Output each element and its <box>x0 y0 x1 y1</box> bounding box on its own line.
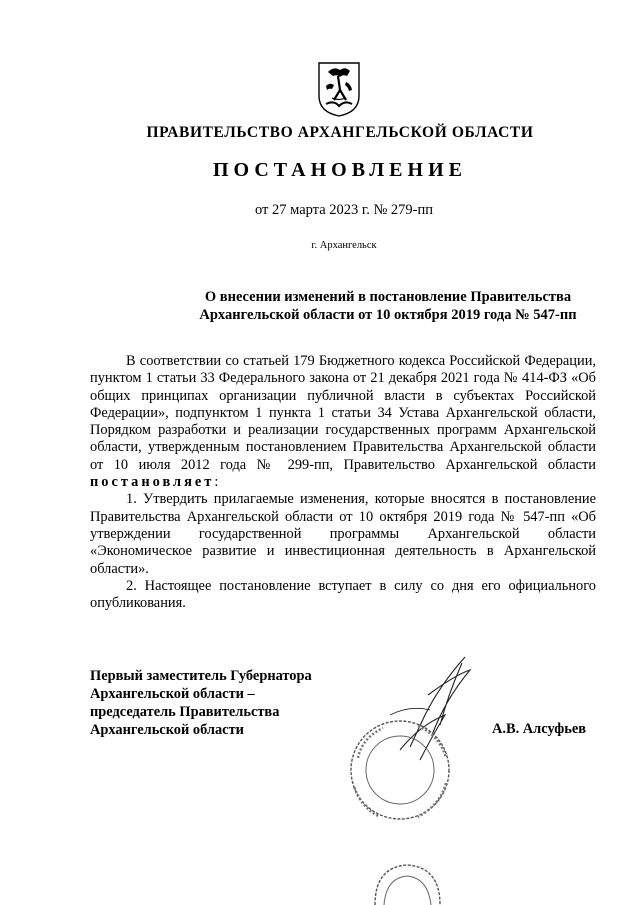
government-name: ПРАВИТЕЛЬСТВО АРХАНГЕЛЬСКОЙ ОБЛАСТИ <box>146 124 534 141</box>
stamp-impression-bottom <box>370 862 445 905</box>
subject-line: О внесении изменений в постановление Правительства <box>204 289 572 305</box>
signer-title <box>90 667 312 739</box>
preamble-paragraph <box>90 353 596 491</box>
preamble-text: В соответствии со статьей 179 Бюджетного кодекса Российской Федерации, пунктом 1 статьи 33 Федерального закона от 21 декабря 2021 года № 414-ФЗ «Об общих принципах организации публичной власти в субъектах Российской Федерации», подпунктом 1 пункта 1 статьи 34 Устава Архангельской области, Порядком разработки и реализации государственных программ Архангельской области, утвержденным постановлением Правительства Архангельской области от 10 июля 2012 года № 299-пп, Правительство Архангельской области <box>90 353 596 473</box>
signer-title-line: Архангельской области <box>90 722 244 738</box>
document-date-number: от 27 марта 2023 г. № 279-пп <box>254 202 434 218</box>
resolves-word: постановляет <box>90 474 215 491</box>
document-city: г. Архангельск <box>311 240 377 251</box>
signer-title-line: Архангельской области – <box>90 686 255 702</box>
resolves-colon: : <box>214 474 219 491</box>
signer-title-line: Первый заместитель Губернатора <box>90 668 312 684</box>
subject-line: Архангельской области от 10 октября 2019 года № 547-пп <box>199 307 577 323</box>
document-type: ПОСТАНОВЛЕНИЕ <box>213 159 467 181</box>
coat-of-arms-emblem <box>316 60 362 118</box>
document-subject <box>90 288 640 324</box>
item-paragraph: 2. Настоящее постановление вступает в силу со дня его официального опубликования. <box>90 577 596 612</box>
signer-title-line: председатель Правительства <box>90 704 280 720</box>
document-body <box>90 353 596 612</box>
item-paragraph: 1. Утвердить прилагаемые изменения, которые вносятся в постановление Правительства Архангельской области от 10 октября 2019 года № 547-пп «Об утверждении государственной программы Архангельской области «Экономическое развитие и инвестиционная деятельность в Архангельской области». <box>90 491 596 577</box>
protocol-department-stamp <box>348 718 453 823</box>
signer-name: А.В. Алсуфьев <box>492 721 587 737</box>
